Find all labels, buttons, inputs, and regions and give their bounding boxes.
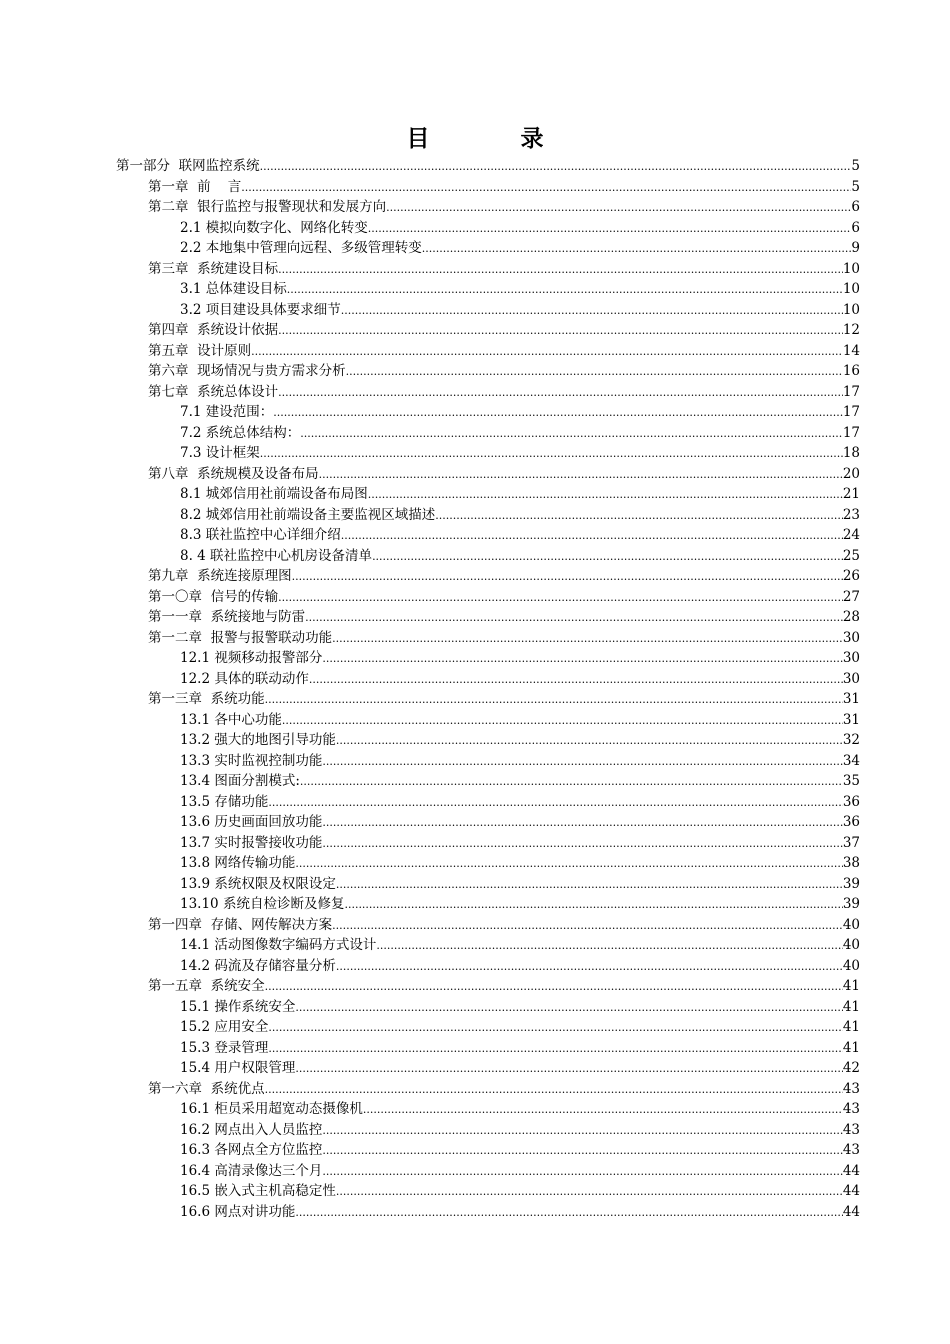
toc-entry[interactable] (116, 525, 860, 546)
toc-entry[interactable] (116, 1038, 860, 1059)
toc-entry[interactable] (116, 956, 860, 977)
toc-entry[interactable] (116, 566, 860, 587)
toc-entry-title: 3.1 总体建设目标 (180, 281, 287, 297)
toc-page-number: 9 (851, 240, 860, 256)
toc-entry[interactable] (116, 484, 860, 505)
toc-dot-leader (336, 875, 843, 896)
toc-dot-leader (368, 219, 852, 240)
toc-entry[interactable] (116, 505, 860, 526)
toc-page-number: 30 (842, 650, 860, 666)
toc-dot-leader (295, 1059, 842, 1080)
toc-entry[interactable] (116, 792, 860, 813)
toc-entry-title: 第一〇章 信号的传输 (148, 588, 279, 605)
toc-entry-title: 2.1 模拟向数字化、网络化转变 (180, 219, 368, 236)
toc-entry[interactable] (116, 177, 860, 198)
toc-entry[interactable] (116, 156, 860, 177)
toc-page-number: 17 (842, 404, 860, 420)
toc-entry-title: 第二章 银行监控与报警现状和发展方向 (148, 199, 387, 215)
toc-entry-title: 13.6 历史画面回放功能 (180, 814, 323, 830)
toc-entry[interactable] (116, 874, 860, 895)
toc-entry-title: 第一四章 存储、网传解决方案 (148, 916, 333, 933)
toc-entry[interactable] (116, 443, 860, 464)
toc-dot-leader (319, 465, 843, 486)
toc-page-number: 21 (842, 486, 860, 502)
toc-page-number: 34 (842, 752, 860, 769)
toc-dot-leader (295, 998, 842, 1019)
toc-entry-title: 8.3 联社监控中心详细介绍 (180, 527, 341, 543)
toc-entry-title: 第一一章 系统接地与防雷 (148, 609, 306, 625)
toc-page-number: 39 (842, 875, 860, 892)
toc-page-number: 39 (842, 896, 860, 912)
toc-dot-leader (422, 239, 852, 260)
toc-dot-leader (273, 403, 843, 424)
toc-dot-leader (322, 649, 842, 670)
toc-entry-title: 第一六章 系统优点 (148, 1080, 265, 1097)
toc-entry[interactable] (116, 587, 860, 608)
toc-entry[interactable] (116, 833, 860, 854)
toc-entry[interactable] (116, 218, 860, 239)
toc-entry[interactable] (116, 1202, 860, 1223)
toc-entry-title: 第一三章 系统功能 (148, 691, 265, 707)
toc-entry[interactable] (116, 361, 860, 382)
toc-page-number: 16 (842, 363, 860, 379)
toc-entry[interactable] (116, 1181, 860, 1202)
toc-page-number: 44 (842, 1203, 860, 1220)
toc-dot-leader (300, 772, 843, 793)
toc-entry[interactable] (116, 894, 860, 915)
toc-page-number: 42 (842, 1060, 860, 1076)
toc-entry[interactable] (116, 607, 860, 628)
toc-page-number: 5 (851, 178, 860, 195)
toc-title: 目 录 (406, 125, 578, 152)
toc-entry-title: 第八章 系统规模及设备布局 (148, 465, 319, 482)
toc-page-number: 10 (842, 281, 860, 297)
toc-dot-leader (322, 834, 842, 855)
toc-entry[interactable] (116, 669, 860, 690)
toc-dot-leader (287, 280, 843, 301)
toc-entry[interactable] (116, 853, 860, 874)
toc-dot-leader (309, 670, 843, 691)
toc-entry[interactable] (116, 382, 860, 403)
toc-dot-leader (341, 301, 843, 322)
toc-dot-leader (372, 547, 843, 568)
toc-dot-leader (265, 977, 843, 998)
toc-entry[interactable] (116, 259, 860, 280)
toc-page-number: 12 (842, 322, 860, 338)
toc-entry-title: 16.6 网点对讲功能 (180, 1203, 296, 1220)
toc-entry-title: 8.2 城郊信用社前端设备主要监视区域描述 (180, 506, 436, 523)
toc-dot-leader (265, 690, 843, 711)
toc-entry[interactable] (116, 300, 860, 321)
toc-page-number: 17 (842, 383, 860, 400)
toc-page-number: 25 (842, 547, 860, 564)
toc-dot-leader (265, 1080, 843, 1101)
toc-entry-title: 13.1 各中心功能 (180, 711, 282, 728)
toc-page-number: 27 (842, 588, 860, 605)
toc-entry[interactable] (116, 546, 860, 567)
toc-entry[interactable] (116, 915, 860, 936)
toc-entry[interactable] (116, 1120, 860, 1141)
toc-entry-title: 13.4 图面分割模式: (180, 773, 300, 789)
toc-entry-title: 第一章 前 言 (148, 178, 242, 195)
toc-page-number: 30 (842, 629, 860, 646)
toc-entry-title: 13.5 存储功能 (180, 793, 269, 810)
toc-entry-title: 16.4 高清录像达三个月 (180, 1162, 323, 1179)
toc-entry[interactable] (116, 997, 860, 1018)
toc-dot-leader (336, 957, 843, 978)
toc-page-number: 6 (851, 199, 860, 215)
toc-dot-leader (435, 506, 843, 527)
toc-page-number: 10 (842, 260, 860, 277)
toc-entry-title: 第四章 系统设计依据 (148, 322, 279, 338)
toc-page-number: 32 (842, 732, 860, 748)
toc-dot-leader (260, 444, 843, 465)
toc-entry-title: 第一二章 报警与报警联动功能 (148, 629, 333, 646)
toc-entry[interactable] (116, 1058, 860, 1079)
toc-page-number: 43 (842, 1142, 860, 1158)
toc-entry[interactable] (116, 279, 860, 300)
toc-entry[interactable] (116, 1140, 860, 1161)
toc-entry-title: 13.10 系统自检诊断及修复 (180, 896, 345, 912)
toc-page-number: 43 (842, 1101, 860, 1117)
toc-entry-title: 12.1 视频移动报警部分 (180, 650, 323, 666)
toc-entry-title: 16.1 柜员采用超宽动态摄像机 (180, 1101, 363, 1117)
toc-page-number: 41 (842, 998, 860, 1015)
toc-dot-leader (295, 854, 842, 875)
toc-dot-leader (322, 1121, 842, 1142)
toc-entry-title: 16.3 各网点全方位监控 (180, 1142, 323, 1158)
toc-entry-title: 13.9 系统权限及权限设定 (180, 875, 336, 892)
toc-entry-title: 14.2 码流及存储容量分析 (180, 957, 336, 974)
toc-dot-leader (322, 1162, 842, 1183)
toc-page-number: 41 (842, 978, 860, 994)
toc-entry-title: 2.2 本地集中管理向远程、多级管理转变 (180, 240, 422, 256)
toc-page-number: 41 (842, 1039, 860, 1056)
toc-entry[interactable] (116, 320, 860, 341)
toc-entry-title: 13.2 强大的地图引导功能 (180, 732, 336, 748)
toc-dot-leader (336, 731, 843, 752)
toc-page-number: 10 (842, 301, 860, 318)
toc-entry-title: 第三章 系统建设目标 (148, 260, 279, 277)
toc-dot-leader (278, 383, 843, 404)
toc-page-number: 20 (842, 465, 860, 482)
toc-dot-leader (300, 424, 843, 445)
toc-page-number: 28 (842, 609, 860, 625)
toc-dot-leader (332, 916, 843, 937)
toc-dot-leader (292, 567, 843, 588)
toc-dot-leader (278, 321, 843, 342)
toc-entry-title: 第一部分 联网监控系统 (116, 158, 260, 174)
toc-dot-leader (344, 895, 842, 916)
toc-entry-title: 15.4 用户权限管理 (180, 1060, 296, 1076)
toc-dot-leader (305, 608, 843, 629)
toc-page-number: 6 (851, 219, 860, 236)
toc-page-number: 30 (842, 670, 860, 687)
toc-dot-leader (322, 813, 842, 834)
toc-page-number: 23 (842, 506, 860, 523)
toc-entry[interactable] (116, 976, 860, 997)
toc-page-number: 26 (842, 568, 860, 584)
toc-entry[interactable] (116, 710, 860, 731)
toc-dot-leader (268, 793, 842, 814)
toc-entry-title: 8. 4 联社监控中心机房设备清单 (180, 547, 373, 564)
toc-entry[interactable] (116, 1161, 860, 1182)
toc-entry[interactable] (116, 771, 860, 792)
toc-dot-leader (278, 588, 843, 609)
toc-entry-title: 3.2 项目建设具体要求细节 (180, 301, 341, 318)
toc-page-number: 43 (842, 1080, 860, 1097)
toc-entry[interactable] (116, 464, 860, 485)
toc-page-number: 40 (842, 957, 860, 974)
toc-dot-leader (260, 157, 852, 178)
toc-page-number: 35 (842, 773, 860, 789)
toc-entry[interactable] (116, 1079, 860, 1100)
toc-entry-title: 7.2 系统总体结构： (180, 424, 301, 441)
toc-entry[interactable] (116, 751, 860, 772)
toc-dot-leader (386, 198, 851, 219)
toc-entry[interactable] (116, 1099, 860, 1120)
toc-entry-title: 第五章 设计原则 (148, 342, 252, 359)
toc-entry-title: 第一五章 系统安全 (148, 978, 265, 994)
toc-dot-leader (376, 936, 842, 957)
toc-dot-leader (341, 526, 843, 547)
toc-entry-title: 16.2 网点出入人员监控 (180, 1121, 323, 1138)
toc-dot-leader (332, 629, 843, 650)
toc-dot-leader (251, 342, 843, 363)
toc-page-number: 38 (842, 855, 860, 871)
toc-page-number: 36 (842, 793, 860, 810)
toc-page-number: 31 (842, 711, 860, 728)
toc-page-number: 18 (842, 445, 860, 461)
toc-dot-leader (322, 1141, 842, 1162)
toc-entry[interactable] (116, 730, 860, 751)
toc-page-number: 14 (842, 342, 860, 359)
toc-page-number: 37 (842, 834, 860, 851)
toc-entry-title: 14.1 活动图像数字编码方式设计 (180, 937, 377, 953)
toc-list (116, 156, 860, 1222)
toc-entry[interactable] (116, 197, 860, 218)
toc-entry-title: 13.7 实时报警接收功能 (180, 834, 323, 851)
toc-dot-leader (282, 711, 843, 732)
toc-page-number: 5 (851, 158, 860, 174)
toc-entry[interactable] (116, 423, 860, 444)
toc-page-number: 24 (842, 527, 860, 543)
toc-entry-title: 第九章 系统连接原理图 (148, 568, 292, 584)
toc-page-number: 36 (842, 814, 860, 830)
toc-dot-leader (278, 260, 843, 281)
toc-entry-title: 7.3 设计框架 (180, 445, 260, 461)
toc-page-number: 40 (842, 916, 860, 933)
toc-page-number: 41 (842, 1019, 860, 1035)
toc-page-number: 44 (842, 1183, 860, 1199)
toc-dot-leader (363, 1100, 843, 1121)
toc-dot-leader (368, 485, 843, 506)
toc-entry[interactable] (116, 341, 860, 362)
toc-dot-leader (322, 752, 842, 773)
toc-entry-title: 15.1 操作系统安全 (180, 998, 296, 1015)
toc-entry-title: 7.1 建设范围： (180, 404, 274, 420)
toc-dot-leader (268, 1039, 842, 1060)
toc-entry-title: 15.2 应用安全 (180, 1019, 269, 1035)
toc-dot-leader (295, 1203, 842, 1224)
toc-entry-title: 12.2 具体的联动动作 (180, 670, 309, 687)
toc-entry-title: 16.5 嵌入式主机高稳定性 (180, 1183, 336, 1199)
toc-entry-title: 15.3 登录管理 (180, 1039, 269, 1056)
toc-entry-title: 8.1 城郊信用社前端设备布局图 (180, 486, 368, 502)
toc-entry-title: 13.3 实时监视控制功能 (180, 752, 323, 769)
toc-page-number: 17 (842, 424, 860, 441)
toc-entry[interactable] (116, 1017, 860, 1038)
toc-entry-title: 第七章 系统总体设计 (148, 383, 279, 400)
toc-entry[interactable] (116, 238, 860, 259)
toc-entry[interactable] (116, 812, 860, 833)
toc-entry[interactable] (116, 402, 860, 423)
toc-entry-title: 13.8 网络传输功能 (180, 855, 296, 871)
toc-page-number: 40 (842, 937, 860, 953)
toc-page-number: 43 (842, 1121, 860, 1138)
toc-page-number: 31 (842, 691, 860, 707)
toc-dot-leader (268, 1018, 842, 1039)
toc-dot-leader (346, 362, 843, 383)
toc-entry[interactable] (116, 628, 860, 649)
toc-entry[interactable] (116, 689, 860, 710)
toc-entry[interactable] (116, 935, 860, 956)
toc-dot-leader (241, 178, 851, 199)
toc-entry[interactable] (116, 648, 860, 669)
toc-dot-leader (336, 1182, 843, 1203)
toc-page-number: 44 (842, 1162, 860, 1179)
toc-entry-title: 第六章 现场情况与贵方需求分析 (148, 363, 346, 379)
